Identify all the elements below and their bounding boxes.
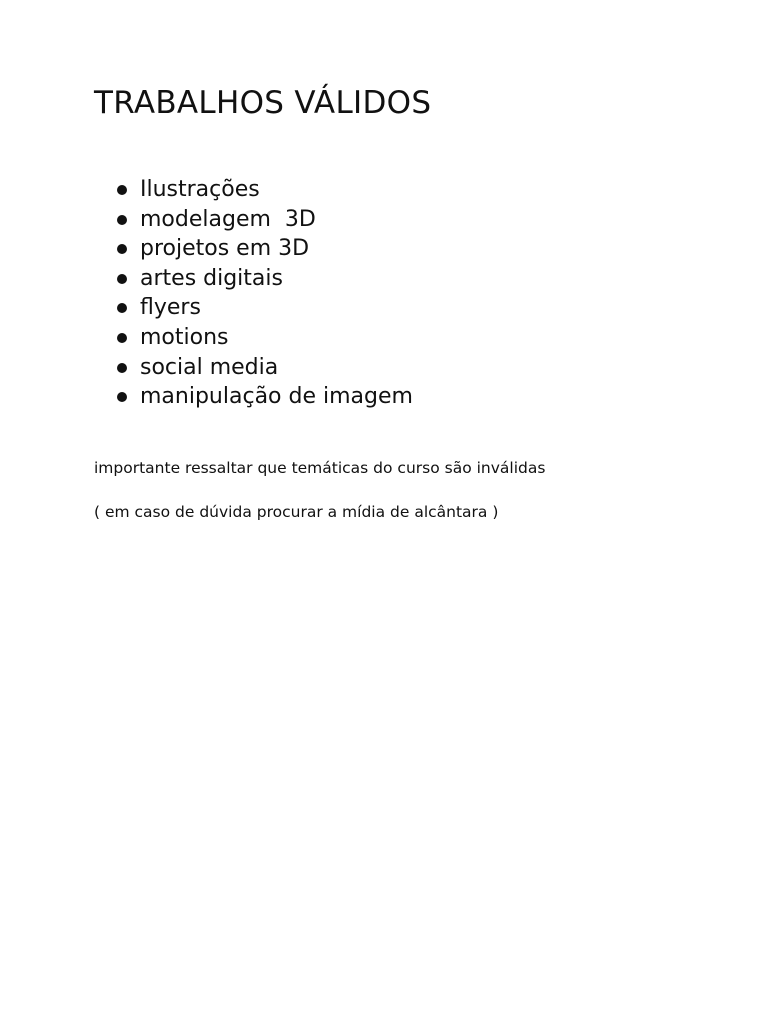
list-item — [115, 205, 413, 235]
list-item-label: modelagem 3D — [140, 206, 316, 232]
invalid-themes-note: importante ressaltar que temáticas do curso são inválidas — [94, 459, 546, 477]
bullet-icon — [117, 333, 127, 343]
list-item — [115, 323, 413, 353]
bullet-icon — [117, 274, 127, 284]
list-item — [115, 293, 413, 323]
list-item-label: manipulação de imagem — [140, 384, 413, 410]
list-item-label: artes digitais — [140, 265, 283, 291]
page-title: TRABALHOS VÁLIDOS — [94, 85, 432, 121]
list-item-label: flyers — [140, 295, 201, 321]
list-item-label: projetos em 3D — [140, 236, 310, 262]
list-item-label: social media — [140, 354, 279, 380]
bullet-icon — [117, 215, 127, 225]
list-item — [115, 234, 413, 264]
list-item-label: Ilustrações — [140, 177, 260, 202]
bullet-icon — [117, 244, 127, 254]
list-item — [115, 382, 413, 412]
doubt-contact-note: ( em caso de dúvida procurar a mídia de alcântara ) — [94, 503, 499, 521]
valid-works-list — [115, 175, 413, 412]
list-item — [115, 264, 413, 294]
bullet-icon — [117, 185, 127, 195]
bullet-icon — [117, 363, 127, 373]
list-item — [115, 353, 413, 383]
bullet-icon — [117, 392, 127, 402]
list-item — [115, 175, 413, 205]
bullet-icon — [117, 303, 127, 313]
list-item-label: motions — [140, 324, 229, 350]
